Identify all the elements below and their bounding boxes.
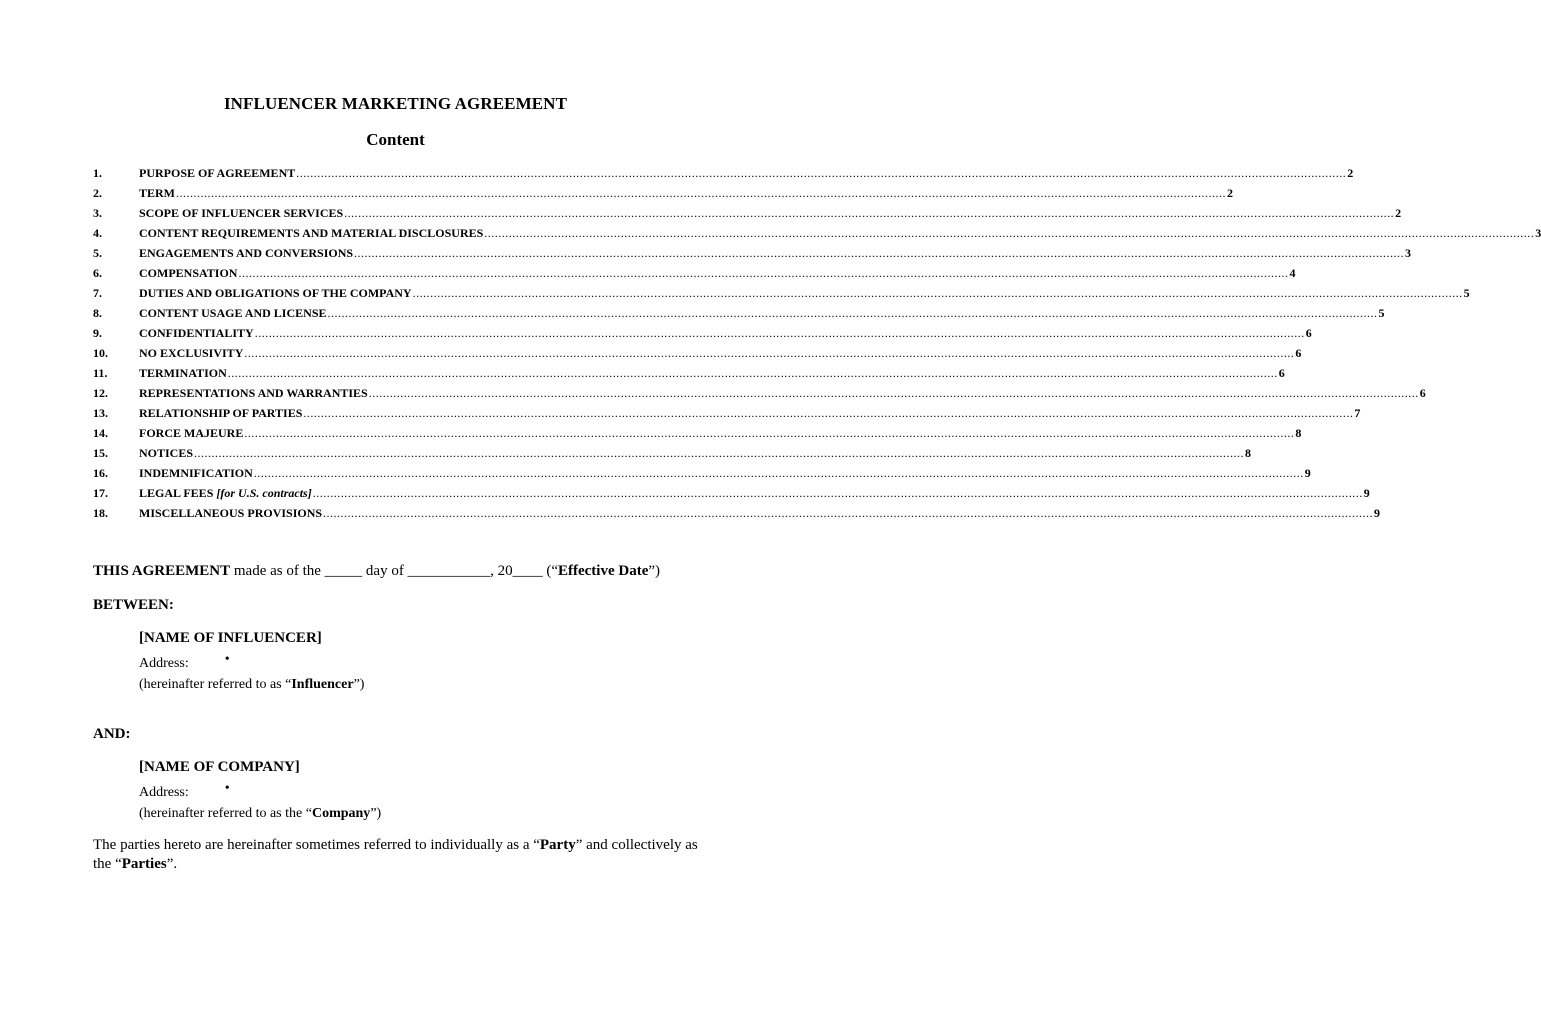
toc-entry-page: 8 [1245,446,1252,460]
toc-entry-page: 5 [1463,286,1470,300]
toc-entry-label-text: TERM [139,186,175,200]
toc-entry-label-text: TERMINATION [139,366,227,380]
toc-dot-leader: ............................................................................................................................................................................................................................................................................................................ [368,386,1419,400]
agreement-intro-close: ”) [648,563,661,579]
toc-entry-page: 5 [1378,306,1385,320]
company-address-label: Address: [139,785,189,800]
toc-entry-page: 2 [1227,186,1233,200]
parties-clause-part2: ” and collectively as the “ [93,837,698,872]
agreement-intro [93,562,703,581]
company-block [139,758,699,824]
toc-entry[interactable] [93,485,1370,505]
toc-entry-page: 6 [1305,326,1312,340]
toc-dot-leader: ............................................................................................................................................................................................................................................................................................................ [253,466,1304,480]
toc-dot-leader: ............................................................................................................................................................................................................................................................................................................ [227,366,1278,380]
influencer-ref-suffix: ”) [353,677,365,692]
toc-entry-label [139,365,227,381]
toc-entry[interactable] [93,285,1470,305]
toc-dot-leader: ............................................................................................................................................................................................................................................................................................................ [194,446,1245,460]
toc-entry-number: 6. [93,266,102,280]
influencer-ref-term: Influencer [291,677,354,692]
toc-entry[interactable] [93,445,1252,465]
toc-entry-page: 2 [1395,206,1402,220]
toc-entry-label-text: NO EXCLUSIVITY [139,346,244,360]
toc-entry-number: 16. [93,466,108,480]
toc-entry-label [139,225,483,241]
toc-dot-leader: ............................................................................................................................................................................................................................................................................................................ [176,186,1226,200]
toc-entry-label [139,305,327,321]
toc-entry-page: 6 [1295,346,1302,360]
influencer-block [139,629,699,695]
toc-entry-label [139,445,193,461]
toc-entry-label [139,405,302,421]
toc-entry-label-text: COMPENSATION [139,266,238,280]
toc-entry-label-text: DUTIES AND OBLIGATIONS OF THE COMPANY [139,286,412,300]
toc-entry[interactable] [93,165,1354,185]
toc-entry-number: 14. [93,426,108,440]
toc-entry-page: 4 [1289,266,1296,280]
toc-entry-label [139,425,243,441]
toc-entry-label-text: ENGAGEMENTS AND CONVERSIONS [139,246,354,260]
toc-entry-number: 13. [93,406,108,420]
toc-entry-label-text: RELATIONSHIP OF PARTIES [139,406,303,420]
toc-entry-page: 3 [1535,226,1541,240]
bullet-icon: • [224,652,230,667]
bullet-icon: • [224,781,230,796]
toc-dot-leader: ............................................................................................................................................................................................................................................................................................................ [238,266,1289,280]
toc-entry-label [139,485,312,501]
toc-dot-leader: ............................................................................................................................................................................................................................................................................................................ [323,506,1374,520]
toc-entry-label [139,185,175,201]
influencer-reference [139,674,699,695]
toc-entry-label-text: MISCELLANEOUS PROVISIONS [139,506,323,520]
between-label: BETWEEN: [93,597,174,613]
toc-entry-label [139,205,343,221]
parties-term: Parties [121,856,167,872]
toc-entry-label-note: [for U.S. contracts] [216,486,312,500]
party-term: Party [539,837,576,853]
toc-entry-number: 2. [93,186,102,200]
toc-entry[interactable] [93,225,1541,245]
toc-entry-number: 3. [93,206,102,220]
toc-entry[interactable] [93,305,1385,325]
toc-entry-number: 17. [93,486,108,500]
toc-dot-leader: ............................................................................................................................................................................................................................................................................................................ [303,406,1354,420]
influencer-name: [NAME OF INFLUENCER] [139,630,322,646]
toc-entry-number: 8. [93,306,102,320]
company-reference [139,803,699,824]
toc-entry-number: 12. [93,386,108,400]
toc-entry-number: 7. [93,286,102,300]
company-ref-prefix: (hereinafter referred to as the “ [139,806,312,821]
toc-heading: Content [366,130,425,149]
toc-entry-label [139,285,412,301]
toc-entry-label [139,265,237,281]
toc-entry[interactable] [93,205,1402,225]
toc-entry-label-text: REPRESENTATIONS AND WARRANTIES [139,386,368,400]
toc-entry[interactable] [93,345,1302,365]
toc-entry-label-text: LEGAL FEES [139,486,214,500]
toc-entry-label [139,385,368,401]
toc-entry-page: 8 [1295,426,1302,440]
toc-entry[interactable] [93,425,1302,445]
toc-entry-number: 9. [93,326,102,340]
agreement-intro-bold: THIS AGREEMENT [93,563,231,579]
toc-entry-label [139,325,254,341]
toc-dot-leader: ............................................................................................................................................................................................................................................................................................................ [344,206,1395,220]
toc-dot-leader: ............................................................................................................................................................................................................................................................................................................ [327,306,1378,320]
toc-entry-label-text: NOTICES [139,446,194,460]
toc-entry[interactable] [93,365,1285,385]
toc-dot-leader: ............................................................................................................................................................................................................................................................................................................ [354,246,1405,260]
company-address-line [139,782,699,803]
toc-dot-leader: ............................................................................................................................................................................................................................................................................................................ [312,486,1363,500]
toc-entry[interactable] [93,505,1381,525]
toc-dot-leader: ............................................................................................................................................................................................................................................................................................................ [412,286,1463,300]
toc-entry-number: 10. [93,346,108,360]
influencer-address-line [139,653,699,674]
toc-entry-label-text: FORCE MAJEURE [139,426,244,440]
toc-entry-label [139,165,295,181]
company-ref-suffix: ”) [370,806,382,821]
toc-entry-label [139,505,322,521]
toc-entry-page: 9 [1304,466,1311,480]
toc-entry-number: 11. [93,366,108,380]
toc-entry-number: 1. [93,166,102,180]
company-name: [NAME OF COMPANY] [139,759,300,775]
toc-entry[interactable] [93,385,1426,405]
toc-dot-leader: ............................................................................................................................................................................................................................................................................................................ [254,326,1305,340]
document-title: INFLUENCER MARKETING AGREEMENT [223,94,568,113]
toc-entry-page: 7 [1354,406,1361,420]
toc-entry-label [139,245,353,261]
toc-dot-leader: ............................................................................................................................................................................................................................................................................................................ [484,226,1535,240]
parties-clause [93,836,703,874]
toc-entry-page: 3 [1405,246,1412,260]
toc-entry-label-text: PURPOSE OF AGREEMENT [139,166,296,180]
toc-entry-label-text: INDEMNIFICATION [139,466,253,480]
agreement-intro-text: made as of the _____ day of ___________, 20____ (“ [230,563,558,579]
toc-entry-label-text: CONTENT REQUIREMENTS AND MATERIAL DISCLOSURES [139,226,484,240]
toc-entry[interactable] [93,265,1296,285]
toc-entry-page: 6 [1278,366,1285,380]
toc-entry-number: 15. [93,446,108,460]
influencer-address-label: Address: [139,656,189,671]
toc-entry-page: 9 [1363,486,1370,500]
and-label: AND: [93,726,131,742]
table-of-contents [93,165,1541,525]
parties-clause-part1: The parties hereto are hereinafter sometimes referred to individually as a “ [93,837,540,853]
toc-entry-label [139,345,243,361]
toc-entry-label-text: SCOPE OF INFLUENCER SERVICES [139,206,344,220]
toc-entry-label-text: CONFIDENTIALITY [139,326,254,340]
toc-entry-number: 4. [93,226,102,240]
company-ref-term: Company [311,806,371,821]
effective-date-term: Effective Date [557,563,649,579]
toc-entry[interactable] [93,465,1311,485]
toc-entry-number: 18. [93,506,108,520]
toc-entry[interactable] [93,325,1312,345]
toc-dot-leader: ............................................................................................................................................................................................................................................................................................................ [244,346,1295,360]
parties-clause-part3: ”. [166,856,178,872]
toc-entry-number: 5. [93,246,102,260]
toc-entry[interactable] [93,185,1233,205]
toc-entry-page: 2 [1347,166,1354,180]
toc-entry[interactable] [93,405,1361,425]
toc-entry-page: 6 [1419,386,1426,400]
toc-entry-label-text: CONTENT USAGE AND LICENSE [139,306,327,320]
toc-dot-leader: ............................................................................................................................................................................................................................................................................................................ [244,426,1295,440]
influencer-ref-prefix: (hereinafter referred to as “ [139,677,292,692]
toc-dot-leader: ............................................................................................................................................................................................................................................................................................................ [296,166,1347,180]
toc-entry-label [139,465,253,481]
toc-entry-page: 9 [1374,506,1381,520]
toc-entry[interactable] [93,245,1412,265]
